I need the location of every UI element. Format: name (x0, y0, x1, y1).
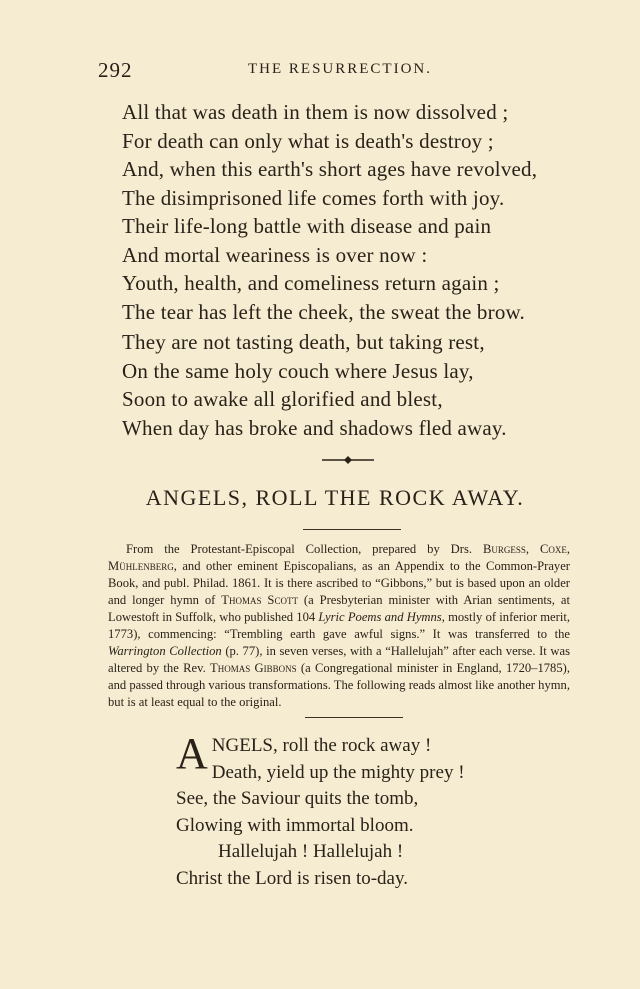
poem-line: On the same holy couch where Jesus lay, (122, 358, 474, 383)
hymn-line: Hallelujah ! Hallelujah ! (218, 841, 404, 862)
poem-stanza-1 (122, 98, 592, 212)
section-ornament-icon (322, 455, 374, 465)
poem-line: Their life-long battle with disease and pain (122, 214, 492, 238)
poem-line: Soon to awake all glorified and blest, (122, 387, 443, 411)
author-name: Coxe (539, 542, 567, 556)
poem-stanza-3 (122, 328, 592, 442)
poem-line: When day has broke and shadows fled away. (122, 415, 507, 440)
author-name: Burgess (482, 542, 526, 556)
intro-text: From the Protestant-Episcopal Collection, prepared by Drs. (126, 542, 473, 556)
poem-line: They are not tasting death, but taking rest, (122, 330, 485, 354)
title-rule (303, 529, 401, 530)
page-number: 292 (98, 58, 133, 82)
author-name: Thomas Scott (221, 593, 298, 607)
hymn-first-word: NGELS (211, 735, 274, 756)
intro-text: (a Congregational minister in England, 1720–1785), and passed through various transformations. The following reads almost like another hymn, but is at least equal to the original. (108, 661, 570, 709)
intro-rule (305, 717, 403, 718)
poem-line: For death can only what is death's destroy ; (122, 128, 494, 153)
hymn-title: ANGELS, ROLL THE ROCK AWAY. (145, 485, 525, 510)
hymn-line (176, 733, 576, 760)
intro-text: , (566, 542, 570, 556)
page-header (98, 58, 558, 82)
author-name: Mühlenberg (108, 559, 174, 573)
intro-text: , mostly of inferior merit, 1773), commencing: “Trembling earth gave awful signs.” It was transferred to the (108, 610, 570, 641)
intro-text: (p. 77), in seven verses, with a “Hallelujah” after each verse. It was altered by the Rev. (108, 644, 570, 675)
poem-line: The disimprisoned life comes forth with joy. (122, 185, 505, 210)
poem-line: Youth, health, and comeliness return again ; (122, 271, 500, 295)
hymn-introduction (108, 541, 570, 711)
poem-stanza-2 (122, 212, 592, 326)
poem-line: And, when this earth's short ages have revolved, (122, 157, 538, 181)
hymn-text (176, 729, 576, 892)
author-name: Thomas Gibbons (210, 661, 297, 675)
poem-line: And mortal weariness is over now : (122, 242, 428, 267)
poem-line: All that was death in them is now dissolved ; (122, 100, 509, 124)
intro-text: , and other eminent Episcopalians, as an Appendix to the Common-Prayer Book, and publ. Philad. 1861. It is there ascribed to “Gibbons,” but is based upon an older and longer hymn of (108, 559, 570, 607)
poem-line: The tear has left the cheek, the sweat the brow. (122, 299, 525, 324)
drop-cap: A (176, 729, 208, 778)
hymn-line: See, the Saviour quits the tomb, (176, 788, 419, 809)
hymn-line-text: , roll the rock away ! (273, 735, 432, 756)
book-title: Lyric Poems and Hymns (318, 610, 442, 624)
hymn-line: Death, yield up the mighty prey ! (211, 761, 465, 783)
hymn-line: Glowing with immortal bloom. (176, 814, 414, 836)
intro-text: (a Presbyterian minister with Arian sentiments, at Lowestoft in Suffolk, who published 104 (108, 593, 570, 624)
collection-title: Warrington Collection (108, 644, 222, 658)
intro-text: , (525, 542, 530, 556)
running-head: THE RESURRECTION. (248, 61, 432, 77)
hymn-line: Christ the Lord is risen to-day. (176, 867, 409, 889)
